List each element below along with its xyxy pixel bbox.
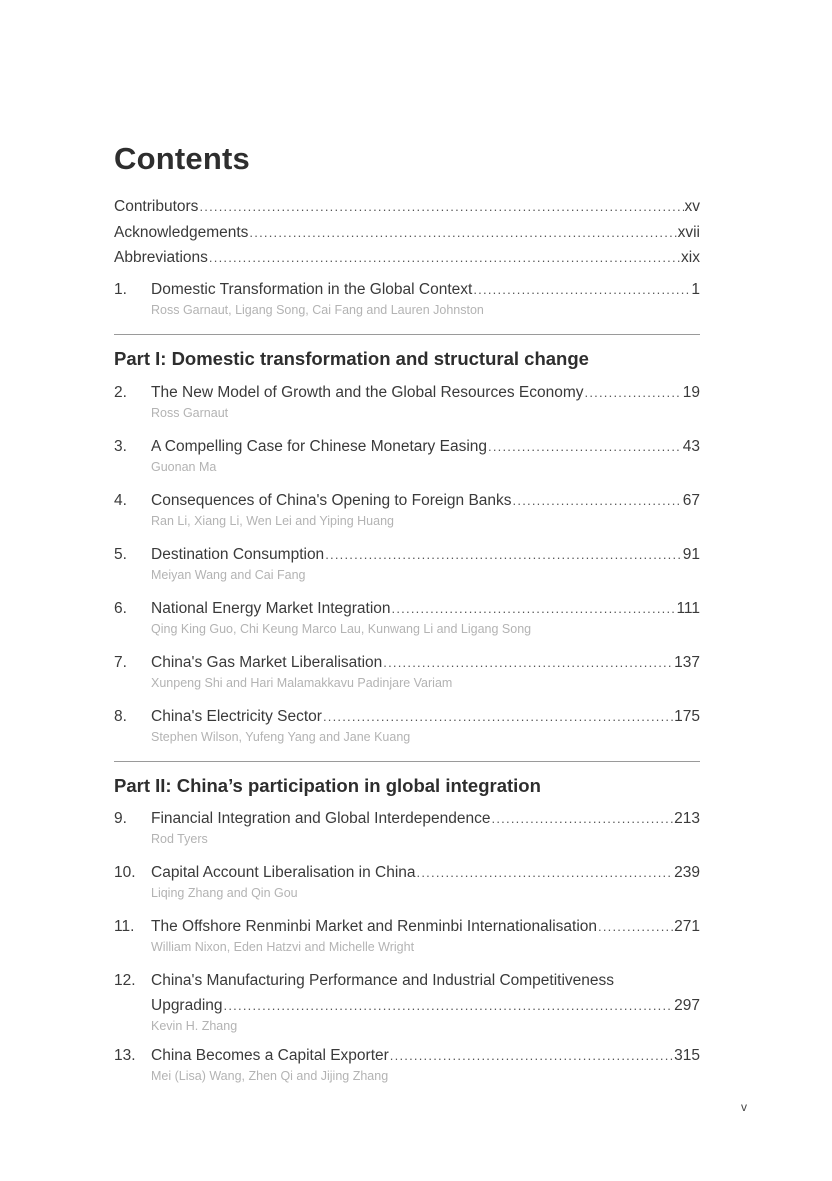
chapter-page: 111 [676, 600, 700, 617]
chapter-authors: Ross Garnaut [151, 406, 229, 420]
page-number: v [741, 1100, 747, 1114]
dot-leader [390, 1046, 673, 1066]
chapter-title: China's Electricity Sector [151, 708, 322, 725]
toc-entry-abbreviations[interactable] [114, 248, 700, 274]
dot-leader [417, 863, 674, 883]
chapter-number: 3. [114, 438, 127, 455]
chapter-title: Domestic Transformation in the Global Context [151, 281, 473, 298]
dot-leader [513, 491, 682, 511]
chapter-page: 239 [674, 864, 700, 881]
dot-leader [323, 707, 673, 727]
chapter-page: 213 [674, 810, 700, 827]
dot-leader [209, 248, 680, 268]
chapter-title: China's Gas Market Liberalisation [151, 654, 383, 671]
chapter-number: 1. [114, 281, 127, 298]
chapter-authors: Ran Li, Xiang Li, Wen Lei and Yiping Huang [151, 514, 394, 528]
chapter-authors: Liqing Zhang and Qin Gou [151, 886, 298, 900]
chapter-page: 91 [682, 546, 700, 563]
part-heading: Part I: Domestic transformation and structural change [114, 348, 589, 369]
chapter-authors: Qing King Guo, Chi Keung Marco Lau, Kunwang Li and Ligang Song [151, 622, 532, 636]
chapter-authors: Guonan Ma [151, 460, 217, 474]
front-matter-list [114, 197, 700, 274]
dot-leader [249, 223, 676, 243]
dot-leader [585, 383, 682, 403]
part-heading: Part II: China’s participation in global integration [114, 775, 541, 796]
chapter-authors: Ross Garnaut, Ligang Song, Cai Fang and Lauren Johnston [151, 303, 484, 317]
section-divider [114, 334, 700, 335]
toc-entry-acknowledgements[interactable] [114, 223, 700, 249]
chapter-page: 315 [674, 1047, 700, 1064]
chapter-page: 297 [674, 997, 700, 1014]
chapter-title: Financial Integration and Global Interdependence [151, 810, 491, 827]
chapter-number: 5. [114, 546, 127, 563]
chapter-title: National Energy Market Integration [151, 600, 391, 617]
chapter-page: 137 [674, 654, 700, 671]
section-divider [114, 761, 700, 762]
entry-page: xvii [677, 223, 700, 241]
chapter-number: 6. [114, 600, 127, 617]
chapter-number: 7. [114, 654, 127, 671]
chapter-authors: Meiyan Wang and Cai Fang [151, 568, 306, 582]
dot-leader [199, 197, 683, 217]
chapter-authors: Stephen Wilson, Yufeng Yang and Jane Kuang [151, 730, 411, 744]
toc-entry-contributors[interactable] [114, 197, 700, 223]
chapter-number: 9. [114, 810, 127, 827]
chapter-title: A Compelling Case for Chinese Monetary Easing [151, 438, 488, 455]
chapter-title: Destination Consumption [151, 546, 325, 563]
dot-leader [473, 280, 690, 300]
chapter-page: 1 [691, 281, 700, 298]
dot-leader [325, 545, 682, 565]
dot-leader [598, 917, 673, 937]
chapter-authors: Xunpeng Shi and Hari Malamakkavu Padinjare Variam [151, 676, 453, 690]
chapter-number: 12. [114, 972, 136, 989]
chapter-title: The Offshore Renminbi Market and Renminbi Internationalisation [151, 918, 598, 935]
chapter-authors: William Nixon, Eden Hatzvi and Michelle Wright [151, 940, 415, 954]
chapter-title: China Becomes a Capital Exporter [151, 1047, 389, 1064]
chapter-number: 13. [114, 1047, 136, 1064]
chapter-title: The New Model of Growth and the Global Resources Economy [151, 384, 584, 401]
entry-title: Contributors [114, 198, 199, 215]
dot-leader [488, 437, 682, 457]
chapter-number: 2. [114, 384, 127, 401]
dot-leader [392, 599, 676, 619]
chapter-authors: Rod Tyers [151, 832, 208, 846]
chapter-number: 4. [114, 492, 127, 509]
chapter-page: 271 [674, 918, 700, 935]
chapter-page: 43 [682, 438, 700, 455]
dot-leader [492, 809, 674, 829]
chapter-authors: Kevin H. Zhang [151, 1019, 238, 1033]
chapter-page: 19 [682, 384, 700, 401]
chapter-number: 11. [114, 918, 135, 935]
chapter-title-line1: China's Manufacturing Performance and Industrial Competitiveness [151, 972, 615, 989]
chapter-title: Upgrading [151, 997, 223, 1014]
entry-page: xix [681, 249, 700, 266]
chapter-page: 175 [674, 708, 700, 725]
entry-page: xv [684, 198, 700, 215]
entry-title: Abbreviations [114, 249, 208, 266]
dot-leader [383, 653, 673, 673]
page-title: Contents [114, 141, 250, 176]
chapter-authors: Mei (Lisa) Wang, Zhen Qi and Jijing Zhang [151, 1069, 389, 1083]
dot-leader [224, 996, 674, 1016]
chapter-title: Capital Account Liberalisation in China [151, 864, 416, 881]
chapter-page: 67 [682, 492, 700, 509]
entry-title: Acknowledgements [114, 223, 249, 241]
chapter-number: 8. [114, 708, 127, 725]
chapter-number: 10. [114, 864, 136, 881]
chapter-title: Consequences of China's Opening to Foreign Banks [151, 492, 512, 509]
